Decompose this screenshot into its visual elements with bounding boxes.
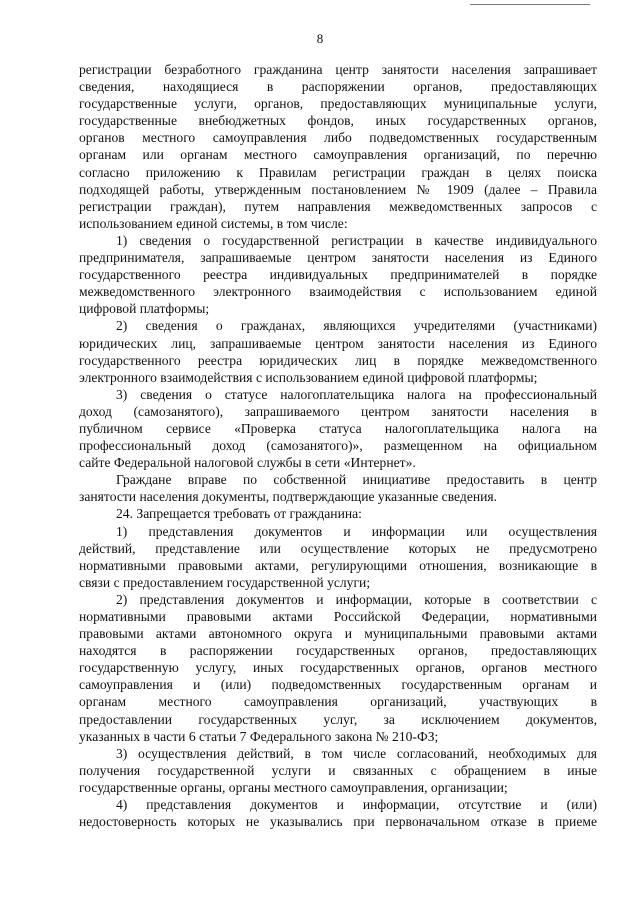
text-line: нормативными правовыми актами, регулирующими отношения, возникающие в	[79, 557, 597, 573]
text-line: электронного взаимодействия с использованием единой цифровой платформы;	[79, 369, 538, 385]
text-line: согласно приложению к Правилам регистрации граждан в целях поиска	[79, 164, 597, 180]
text-line: юридических лиц, запрашиваемые центром занятости населения из Единого	[79, 335, 597, 351]
text-line: 24. Запрещается требовать от гражданина:	[116, 506, 362, 522]
text-line: находятся в распоряжении государственных органов, предоставляющих	[79, 643, 597, 659]
text-line: органам местного самоуправления организаций, участвующих в	[79, 694, 597, 710]
text-line: предоставлении государственных услуг, за исключением документов,	[79, 711, 597, 727]
text-line: регистрации безработного гражданина центр занятости населения запрашивает	[79, 62, 597, 77]
text-line: 2) сведения о гражданах, являющихся учредителями (участниками)	[116, 318, 597, 334]
text-line: нормативными правовыми актами Российской Федерации, нормативными	[79, 609, 597, 624]
text-line: 1) представления документов и информации или осуществления	[116, 523, 597, 539]
text-line: государственного реестра юридических лиц в порядке межведомственного	[79, 352, 597, 368]
text-line: подходящей работы, утвержденным постановлением № 1909 (далее – Правила	[79, 181, 597, 197]
text-line: публичном сервисе «Проверка статуса налогоплательщика налога на	[79, 420, 597, 436]
text-line: профессиональный доход (самозанятого)», размещенном на официальном	[79, 438, 597, 454]
text-line: правовыми актами автономного округа и муниципальными правовыми актами	[79, 626, 597, 642]
text-line: цифровой платформы;	[79, 301, 210, 317]
text-line: регистрации граждан), путем направления межведомственных запросов с	[79, 198, 597, 214]
text-line: органам или органам местного самоуправления организаций, по перечню	[79, 147, 597, 163]
text-line: государственного реестра индивидуальных предпринимателей в порядке	[79, 267, 597, 283]
text-line: 3) осуществления действий, в том числе согласований, необходимых для	[116, 745, 597, 761]
text-line: предпринимателя, запрашиваемые центром занятости населения из Единого	[79, 250, 597, 266]
text-line: самоуправления и (или) подведомственных государственным органам и	[79, 677, 597, 693]
text-line: государственную услугу, иных государственных органов, органов местного	[79, 660, 597, 676]
text-line: 2) представления документов и информации, которые в соответствии с	[116, 591, 597, 607]
text-line: государственные органы, органы местного самоуправления, организации;	[79, 779, 508, 795]
text-line: занятости населения документы, подтверждающие указанные сведения.	[79, 489, 498, 505]
document-body	[79, 61, 597, 830]
top-rule	[470, 4, 590, 5]
text-line: межведомственного электронного взаимодействия с использованием единой	[79, 284, 597, 300]
text-line: государственные внебюджетных фондов, иных государственных органов,	[79, 113, 597, 129]
text-line: 3) сведения о статусе налогоплательщика налога на профессиональный	[116, 386, 597, 402]
text-line: сведения, находящиеся в распоряжении органов, предоставляющих	[79, 79, 597, 95]
text-line: использованием единой системы, в том числе:	[79, 215, 348, 231]
text-line: получения государственной услуги и связанных с обращением в иные	[79, 762, 597, 778]
text-line: Граждане вправе по собственной инициативе предоставить в центр	[116, 472, 597, 488]
text-line: органов местного самоуправления либо подведомственных государственным	[79, 130, 597, 146]
text-line: указанных в части 6 статьи 7 Федерального закона № 210-ФЗ;	[79, 728, 439, 744]
text-line: государственные услуги, органов, предоставляющих муниципальные услуги,	[79, 96, 597, 112]
text-line: действий, представление или осуществление которых не предусмотрено	[79, 540, 597, 556]
text-line: доход (самозанятого), запрашиваемого центром занятости населения в	[79, 403, 597, 419]
text-line: связи с предоставлением государственной услуги;	[79, 574, 371, 590]
text-line: 4) представления документов и информации, отсутствие и (или)	[116, 797, 597, 813]
text-line: 1) сведения о государственной регистрации в качестве индивидуального	[116, 232, 597, 248]
text-line: недостоверность которых не указывались при первоначальном отказе в приеме	[79, 814, 597, 830]
page-number: 8	[316, 31, 324, 46]
text-line: сайте Федеральной налоговой службы в сети «Интернет».	[79, 455, 416, 471]
